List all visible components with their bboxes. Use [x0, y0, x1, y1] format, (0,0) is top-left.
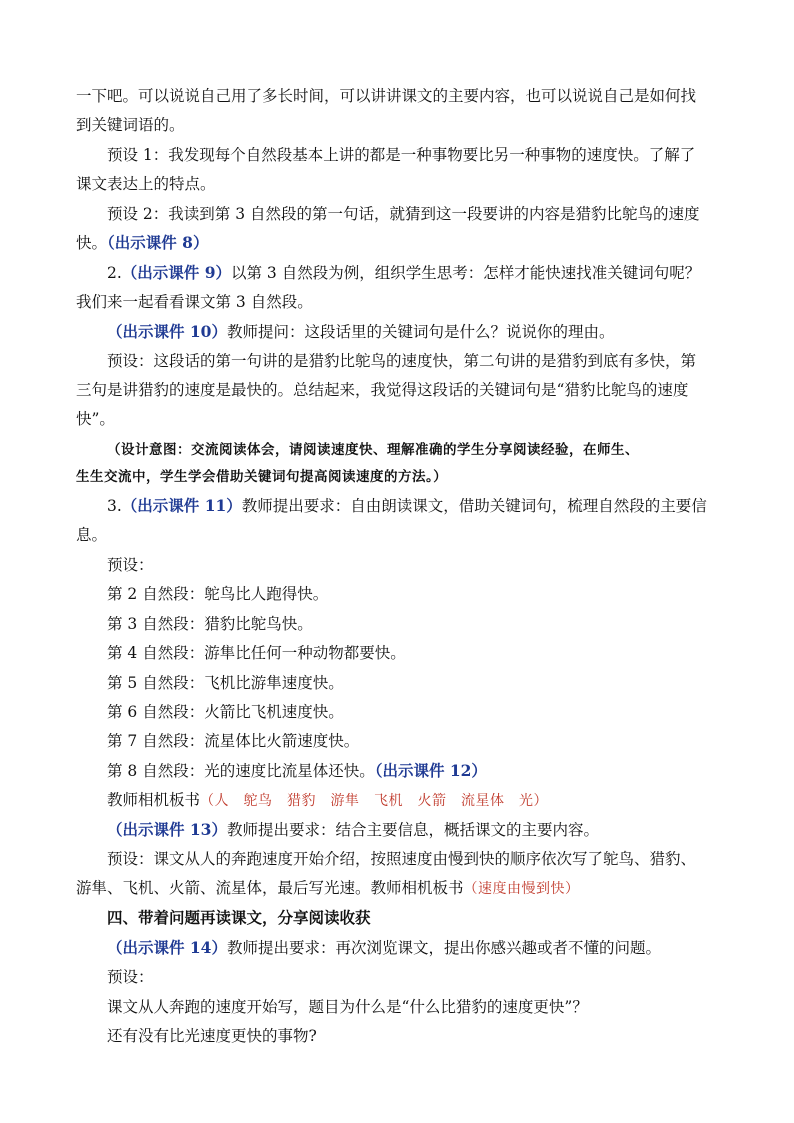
courseware-reference: （出示课件 12）	[374, 761, 487, 780]
paragraph-line: 预设 1：我发现每个自然段基本上讲的都是一种事物要比另一种事物的速度快。了解了	[107, 146, 696, 164]
paragraph-line: 预设：课文从人的奔跑速度开始介绍，按照速度由慢到快的顺序依次写了鸵鸟、猎豹、	[107, 850, 697, 868]
paragraph-line	[107, 322, 614, 342]
paragraph-line: 息。	[76, 526, 108, 544]
paragraph-line	[107, 938, 661, 958]
courseware-reference: （出示课件 8）	[107, 233, 209, 252]
paragraph-line	[107, 263, 700, 283]
board-writing: （速度由慢到快）	[463, 881, 580, 897]
design-intent-note: （设计意图：交流阅读体会，请阅读速度快、理解准确的学生分享阅读经验，在师生、	[107, 442, 639, 458]
courseware-reference: （出示课件 9）	[121, 263, 231, 282]
courseware-reference: （出示课件 14）	[107, 938, 227, 957]
item-number: 2.	[107, 264, 122, 282]
list-item: 第 5 自然段：飞机比游隼速度快。	[107, 674, 344, 692]
paragraph-line: 预设：	[107, 968, 154, 986]
list-item: 第 3 自然段：猎豹比鸵鸟快。	[107, 615, 313, 633]
text-run: 教师相机板书	[107, 791, 201, 809]
paragraph-line	[107, 820, 599, 840]
courseware-reference: （出示课件 11）	[121, 496, 242, 515]
text-run: 教师提出要求：再次浏览课文，提出你感兴趣或者不懂的问题。	[226, 939, 661, 957]
text-run: 第 8 自然段：光的速度比流星体还快。	[107, 762, 375, 780]
paragraph-line	[107, 790, 548, 811]
design-intent-note: 生生交流中，学生学会借助关键词句提高阅读速度的方法。）	[76, 469, 448, 485]
list-item: 第 6 自然段：火箭比飞机速度快。	[107, 703, 344, 721]
text-run: 以第 3 自然段为例，组织学生思考：怎样才能快速找准关键词句呢？	[230, 264, 701, 282]
paragraph-line: 到关键词语的。	[76, 116, 185, 134]
courseware-reference: （出示课件 10）	[107, 322, 227, 341]
paragraph-line: 预设：	[107, 556, 154, 574]
paragraph-line: 一下吧。可以说说自己用了多长时间，可以讲讲课文的主要内容，也可以说说自己是如何找	[76, 87, 697, 105]
section-heading: 四、带着问题再读课文，分享阅读收获	[107, 908, 371, 927]
paragraph-line	[76, 233, 208, 253]
paragraph-line	[107, 496, 707, 516]
item-number: 3.	[107, 497, 122, 515]
list-item	[107, 761, 487, 781]
question-line: 课文从人奔跑的速度开始写，题目为什么是“什么比猎豹的速度更快”？	[107, 998, 588, 1016]
courseware-reference: （出示课件 13）	[107, 820, 227, 839]
paragraph-line: 课文表达上的特点。	[76, 175, 216, 193]
text-run: 教师提出要求：结合主要信息，概括课文的主要内容。	[226, 821, 599, 839]
board-writing: （人 鸵鸟 猎豹 游隼 飞机 火箭 流星体 光）	[200, 793, 549, 809]
question-line: 还有没有比光速度更快的事物?	[107, 1027, 317, 1045]
paragraph-line: 预设：这段话的第一句讲的是猎豹比鸵鸟的速度快，第二句讲的是猎豹到底有多快，第	[107, 352, 697, 370]
list-item: 第 4 自然段：游隼比任何一种动物都要快。	[107, 644, 406, 662]
paragraph-line: 快”。	[76, 410, 115, 428]
paragraph-line: 我们来一起看看课文第 3 自然段。	[76, 293, 313, 311]
list-item: 第 2 自然段：鸵鸟比人跑得快。	[107, 585, 329, 603]
text-run: 快。	[76, 234, 108, 252]
text-run: 教师提问：这段话里的关键词句是什么？说说你的理由。	[226, 323, 615, 341]
text-run: 游隼、飞机、火箭、流星体，最后写光速。教师相机板书	[76, 879, 464, 897]
list-item: 第 7 自然段：流星体比火箭速度快。	[107, 732, 360, 750]
paragraph-line	[76, 878, 580, 899]
paragraph-line: 预设 2：我读到第 3 自然段的第一句话，就猜到这一段要讲的内容是猎豹比鸵鸟的速度	[107, 205, 700, 223]
paragraph-line: 三句是讲猎豹的速度是最快的。总结起来，我觉得这段话的关键词句是“猎豹比鸵鸟的速度	[76, 381, 689, 399]
text-run: 教师提出要求：自由朗读课文，借助关键词句，梳理自然段的主要信	[241, 497, 707, 515]
